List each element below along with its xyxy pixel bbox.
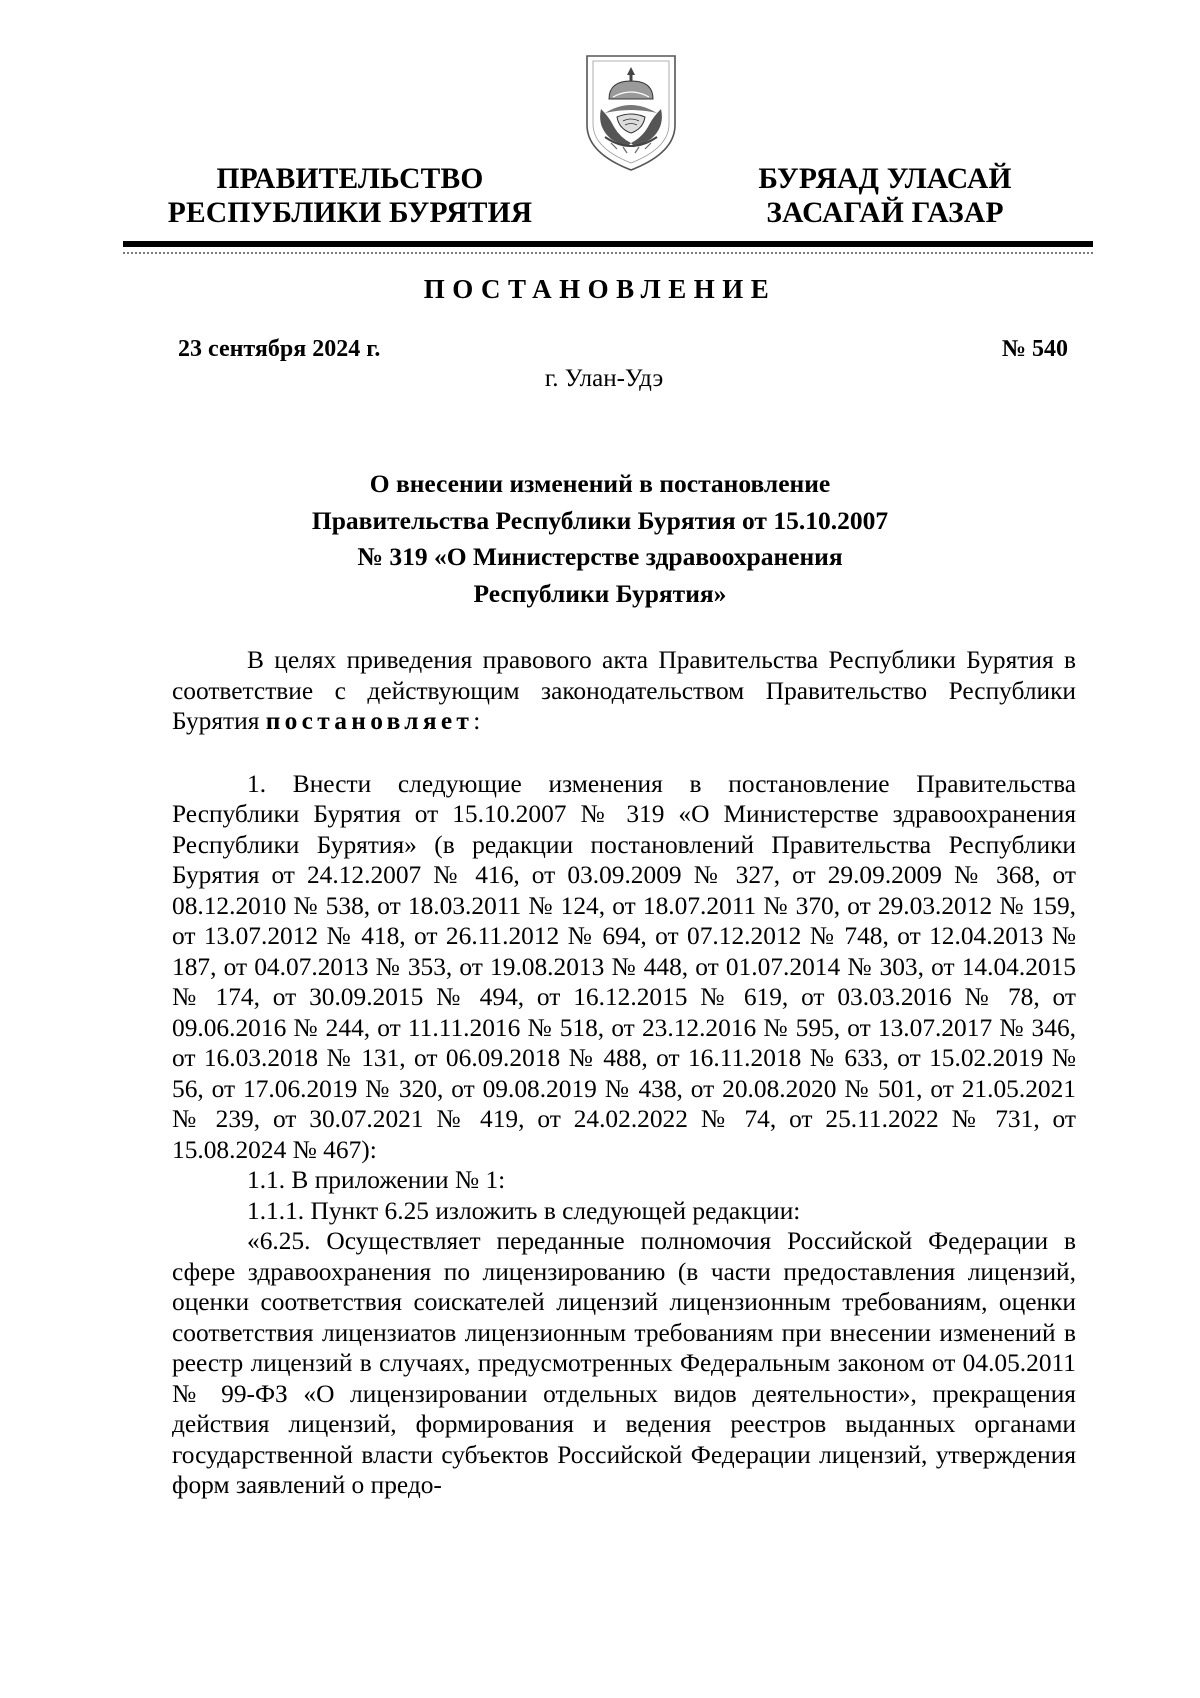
item-1-1: 1.1. В приложении № 1: [247, 1166, 506, 1194]
document-number: № 540 [1001, 336, 1068, 362]
preamble-paragraph [172, 645, 1076, 737]
title-line4: Республики Бурятия» [473, 578, 727, 608]
org-name-russian-line2: РЕСПУБЛИКИ БУРЯТИЯ [167, 197, 533, 229]
preamble-text: В целях приведения правового акта Правительства Республики Бурятия в соответствие с действующим законодательством Правительство Республики Бурятия [172, 646, 1076, 735]
document-body [172, 645, 1076, 1501]
org-name-russian-line1: ПРАВИТЕЛЬСТВО [216, 163, 484, 195]
org-name-buryat-line2: ЗАСАГАЙ ГАЗАР [766, 197, 1004, 229]
quote-6-25: «6.25. Осуществляет переданные полномочия Российской Федерации в сфере здравоохранения по лицензированию (в части предоставления лицензий, оценки соответствия соискателей лицензий лицензионным требованиям, оценки соответствия лицензиатов лицензионным требованиям при внесении изменений в реестр лицензий в случаях, предусмотренных Федеральным законом от 04.05.2011 № 99-ФЗ «О лицензировании отдельных видов деятельности», прекращения действия лицензий, формирования и ведения реестров выданных органами государственной власти субъектов Российской Федерации лицензий, утверждения форм заявлений о предо- [172, 1227, 1076, 1499]
document-city: г. Улан-Удэ [544, 365, 664, 392]
header-divider-thin [123, 252, 1093, 254]
item-1-1-1: 1.1.1. Пункт 6.25 изложить в следующей редакции: [247, 1196, 801, 1225]
preamble-emphasis: постановляет [265, 707, 474, 735]
document-date: 23 сентября 2024 г. [178, 336, 381, 362]
header-divider-thick [123, 241, 1093, 247]
document-type: ПОСТАНОВЛЕНИЕ [423, 274, 777, 304]
title-line1: О внесении изменений в постановление [369, 469, 831, 498]
paragraph-1: 1. Внести следующие изменения в постановление Правительства Республики Бурятия от 15.10.2007 № 319 «О Министерстве здравоохранения Республики Бурятия» (в редакции постановлений Правительства Республики Бурятия от 24.12.2007 № 416, от 03.09.2009 № 327, от 29.09.2009 № 368, от 08.12.2010 № 538, от 18.03.2011 № 124, от 18.07.2011 № 370, от 29.03.2012 № 159, от 13.07.2012 № 418, от 26.11.2012 № 694, от 07.12.2012 № 748, от 12.04.2013 № 187, от 04.07.2013 № 353, от 19.08.2013 № 448, от 01.07.2014 № 303, от 14.04.2015 № 174, от 30.09.2015 № 494, от 16.12.2015 № 619, от 03.03.2016 № 78, от 09.06.2016 № 244, от 11.11.2016 № 518, от 23.12.2016 № 595, от 13.07.2017 № 346, от 16.03.2018 № 131, от 06.09.2018 № 488, от 16.11.2018 № 633, от 15.02.2019 № 56, от 17.06.2019 № 320, от 09.08.2019 № 438, от 20.08.2020 № 501, от 21.05.2021 № 239, от 30.07.2021 № 419, от 24.02.2022 № 74, от 25.11.2022 № 731, от 15.08.2024 № 467): [172, 769, 1076, 1164]
title-line2: Правительства Республики Бурятия от 15.10.2007 [311, 505, 889, 535]
title-line3: № 319 «О Министерстве здравоохранения [357, 542, 843, 571]
coat-of-arms-buryatia-icon [583, 53, 679, 173]
preamble-end: : [473, 707, 481, 735]
document-title [250, 466, 950, 612]
org-name-russian [160, 162, 540, 230]
org-name-buryat [735, 162, 1035, 230]
org-name-buryat-line1: БУРЯАД УЛАСАЙ [758, 163, 1012, 195]
